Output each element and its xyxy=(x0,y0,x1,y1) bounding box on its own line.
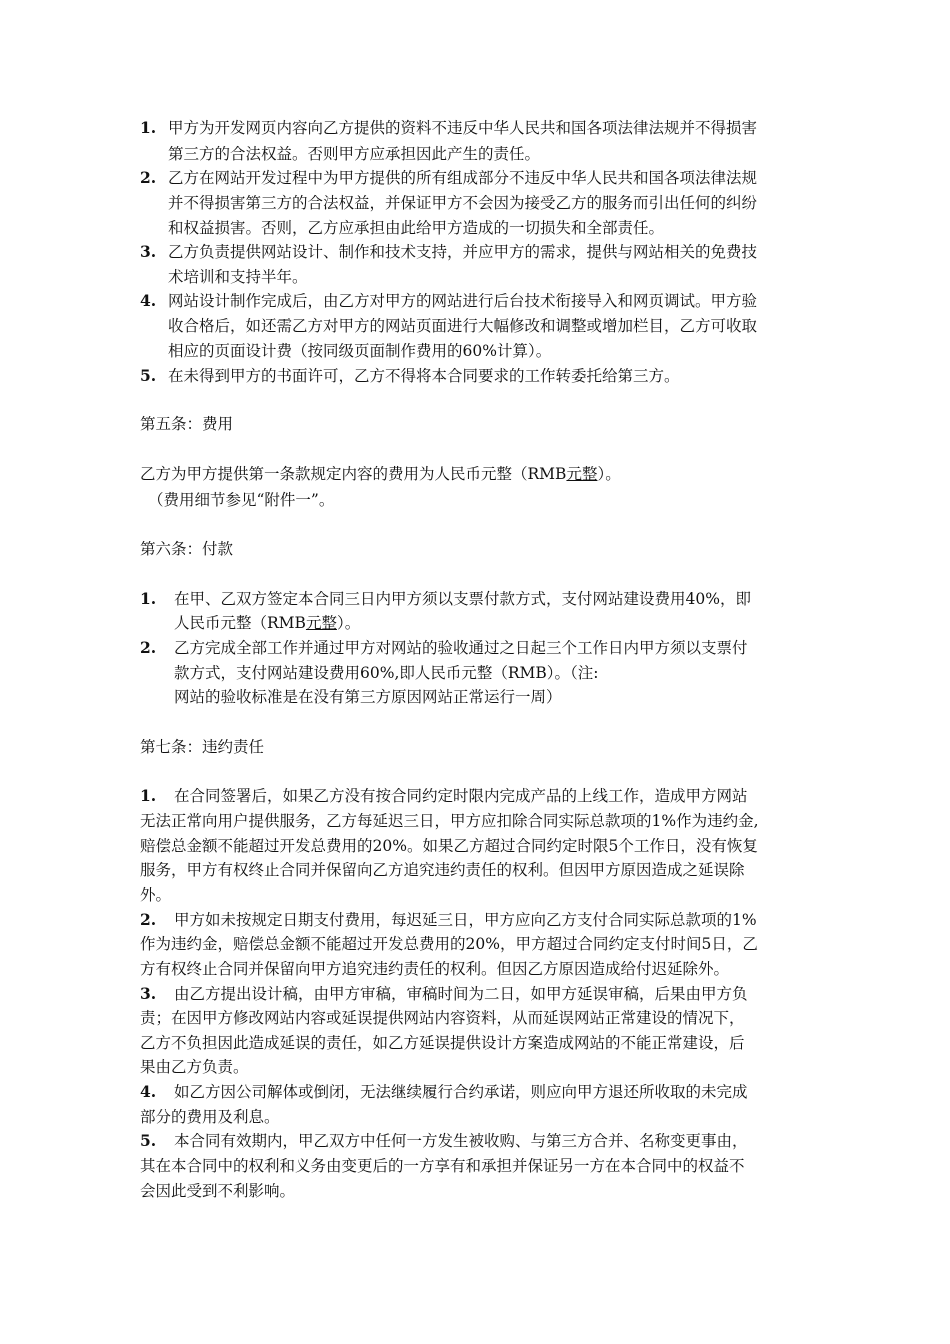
list-item-continuation: 并不得损害第三方的合法权益，并保证甲方不会因为接受乙方的服务而引出任何的纠纷 xyxy=(168,194,758,212)
list-item-continuation: 相应的页面设计费（按同级页面制作费用的60%计算）。 xyxy=(168,342,552,360)
article-7-heading: 第七条：违约责任 xyxy=(140,738,265,756)
list-item: 5. 本合同有效期内，甲乙双方中任何一方发生被收购、与第三方合并、名称变更事由， xyxy=(140,1131,748,1150)
list-item-continuation: 果由乙方负责。 xyxy=(140,1058,249,1076)
list-item: 2. 甲方如未按规定日期支付费用，每迟延三日，甲方应向乙方支付合同实际总款项的1% xyxy=(140,910,757,929)
list-item: 4. 如乙方因公司解体或倒闭，无法继续履行合约承诺，则应向甲方退还所收取的未完成 xyxy=(140,1082,748,1101)
article-5-heading: 第五条：费用 xyxy=(140,415,234,433)
list-item: 3. 乙方负责提供网站设计、制作和技术支持，并应甲方的需求，提供与网站相关的免费技 xyxy=(140,242,758,261)
list-item-continuation: 乙方不负担因此造成延误的责任，如乙方延误提供设计方案造成网站的不能正常建设，后 xyxy=(140,1034,745,1052)
list-item: 2. 乙方完成全部工作并通过甲方对网站的验收通过之日起三个工作日内甲方须以支票付 xyxy=(140,638,748,657)
article-6-heading: 第六条：付款 xyxy=(140,540,234,558)
list-item: 1. 在合同签署后，如果乙方没有按合同约定时限内完成产品的上线工作，造成甲方网站 xyxy=(140,786,748,805)
list-item-continuation: 会因此受到不利影响。 xyxy=(140,1182,296,1200)
article-5-note: （费用细节参见“附件一”。 xyxy=(148,491,335,509)
list-item-continuation: 款方式，支付网站建设费用60%,即人民币元整（RMB）。（注: xyxy=(174,664,599,682)
list-item-continuation: 无法正常向用户提供服务，乙方每延迟三日，甲方应扣除合同实际总款项的1%作为违约金, xyxy=(140,812,759,830)
list-item: 1. 在甲、乙双方签定本合同三日内甲方须以支票付款方式，支付网站建设费用40%，即 xyxy=(140,589,751,608)
list-item: 1. 甲方为开发网页内容向乙方提供的资料不违反中华人民共和国各项法律法规并不得损害 xyxy=(140,118,758,137)
list-item-continuation: 部分的费用及利息。 xyxy=(140,1108,280,1126)
list-item-continuation: 作为违约金，赔偿总金额不能超过开发总费用的20%，甲方超过合同约定支付时间5日，乙 xyxy=(140,935,758,953)
list-item-continuation: 外。 xyxy=(140,886,172,904)
list-item-continuation: 其在本合同中的权利和义务由变更后的一方享有和承担并保证另一方在本合同中的权益不 xyxy=(140,1157,745,1175)
list-item-continuation: 责；在因甲方修改网站内容或延误提供网站内容资料，从而延误网站正常建设的情况下， xyxy=(140,1009,745,1027)
list-item-continuation: 赔偿总金额不能超过开发总费用的20%。如果乙方超过合同约定时限5个工作日，没有恢复 xyxy=(140,837,758,855)
list-item: 4. 网站设计制作完成后，由乙方对甲方的网站进行后台技术衔接导入和网页调试。甲方验 xyxy=(140,291,758,310)
list-item-continuation: 收合格后，如还需乙方对甲方的网站页面进行大幅修改和调整或增加栏目，乙方可收取 xyxy=(168,317,758,335)
article-5-fee-line: 乙方为甲方提供第一条款规定内容的费用为人民币元整（RMB元整）。 xyxy=(140,465,621,483)
list-item-continuation: 网站的验收标准是在没有第三方原因网站正常运行一周） xyxy=(174,688,562,706)
list-item: 3. 由乙方提出设计稿，由甲方审稿，审稿时间为二日，如甲方延误审稿，后果由甲方负 xyxy=(140,984,748,1003)
list-item-continuation: 人民币元整（RMB元整）。 xyxy=(174,614,361,632)
list-item-continuation: 和权益损害。否则，乙方应承担由此给甲方造成的一切损失和全部责任。 xyxy=(168,219,665,237)
list-item-continuation: 第三方的合法权益。否则甲方应承担因此产生的责任。 xyxy=(168,145,541,163)
list-item-continuation: 服务，甲方有权终止合同并保留向乙方追究违约责任的权利。但因甲方原因造成之延误除 xyxy=(140,861,745,879)
list-item-continuation: 术培训和支持半年。 xyxy=(168,268,308,286)
list-item: 2. 乙方在网站开发过程中为甲方提供的所有组成部分不违反中华人民共和国各项法律法规 xyxy=(140,168,758,187)
list-item: 5. 在未得到甲方的书面许可，乙方不得将本合同要求的工作转委托给第三方。 xyxy=(140,366,680,385)
list-item-continuation: 方有权终止合同并保留向甲方追究违约责任的权利。但因乙方原因造成给付迟延除外。 xyxy=(140,960,730,978)
